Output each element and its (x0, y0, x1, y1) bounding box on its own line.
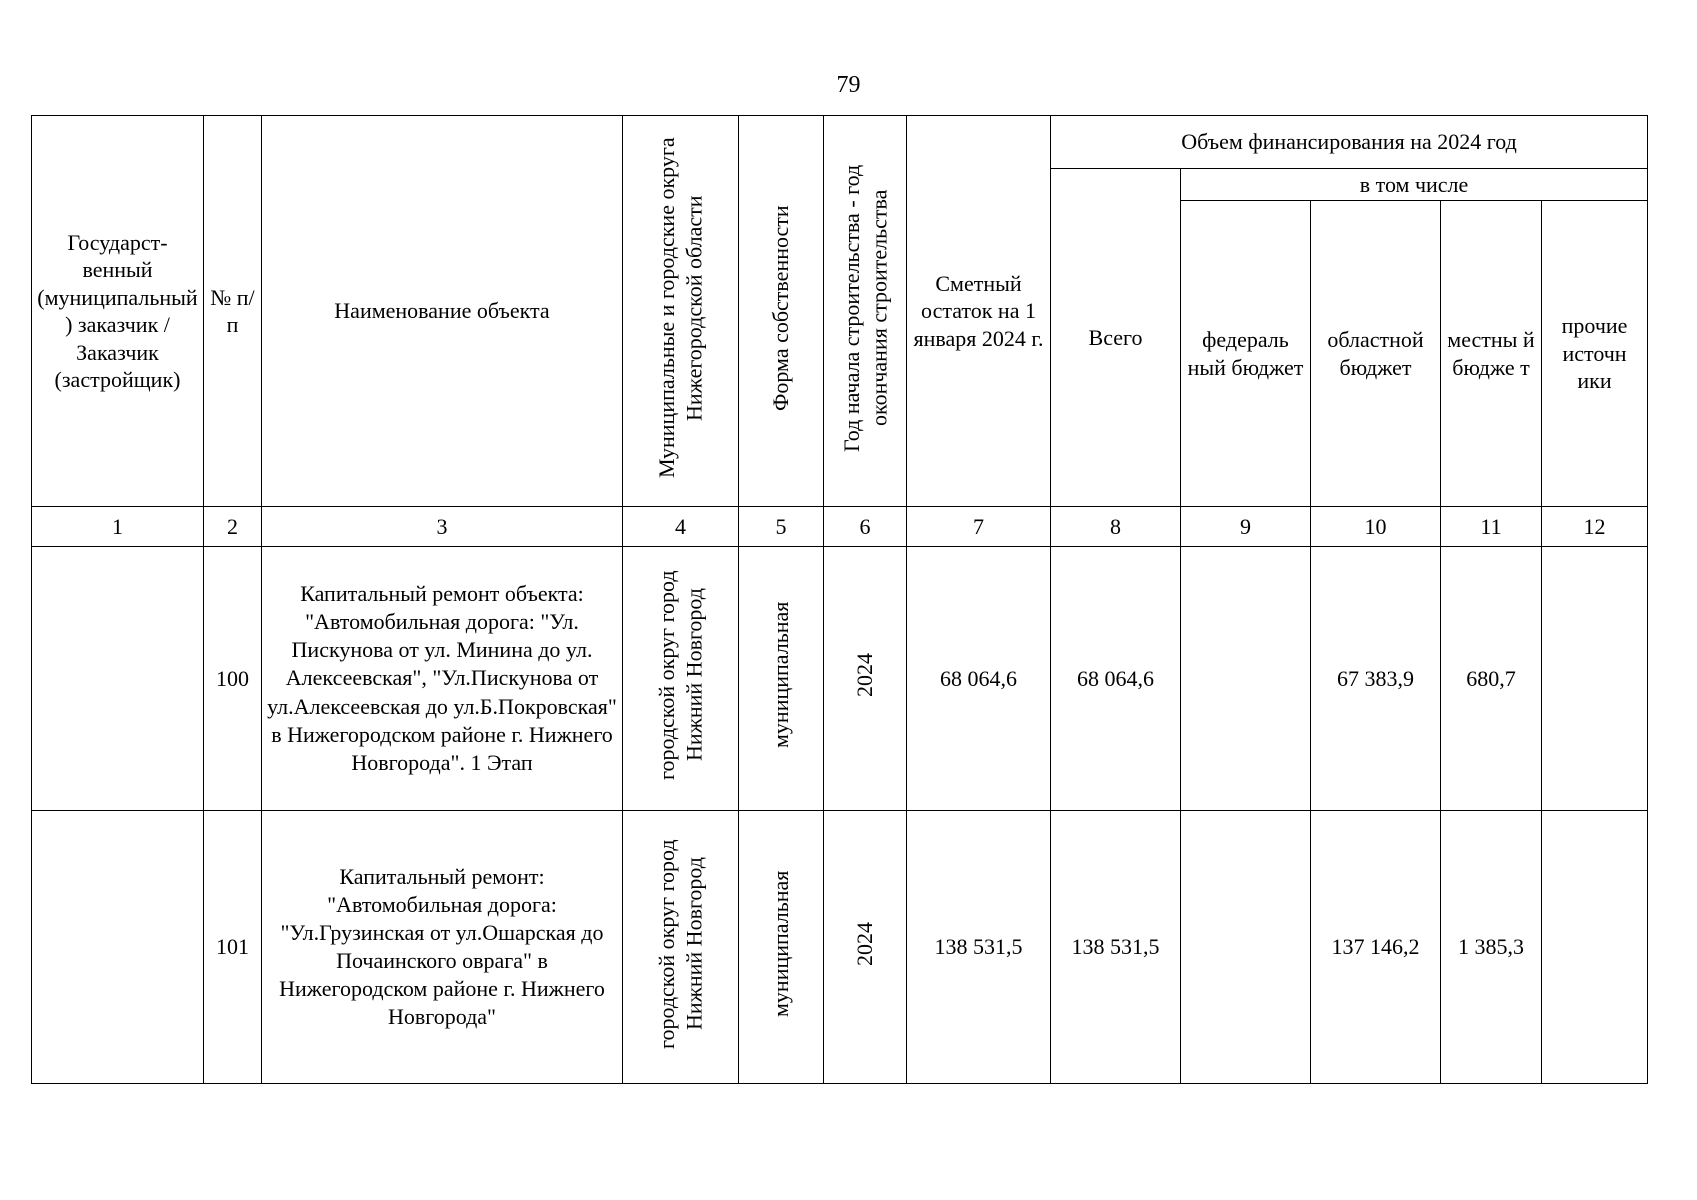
header-including-group: в том числе (1181, 169, 1648, 201)
cell-years: 2024 (824, 547, 907, 811)
cell-customer (32, 547, 204, 811)
table-row (32, 547, 1648, 811)
cell-remainder: 68 064,6 (907, 547, 1051, 811)
column-number: 1 (32, 507, 204, 547)
column-number: 11 (1441, 507, 1542, 547)
header-local: местны й бюдже т (1441, 201, 1542, 507)
cell-customer (32, 811, 204, 1084)
column-number: 9 (1181, 507, 1311, 547)
header-customer: Государст-венный (муниципальный) заказчик / Заказчик (застройщик) (32, 116, 204, 507)
cell-ownership: муниципальная (739, 547, 824, 811)
column-number: 6 (824, 507, 907, 547)
header-other: прочие источн ики (1542, 201, 1648, 507)
header-years: Год начала строительства - год окончания строительства (824, 116, 907, 507)
cell-total: 68 064,6 (1051, 547, 1181, 811)
column-number: 3 (262, 507, 623, 547)
cell-years: 2024 (824, 811, 907, 1084)
cell-district: городской округ город Нижний Новгород (623, 811, 739, 1084)
cell-local: 1 385,3 (1441, 811, 1542, 1084)
column-number: 7 (907, 507, 1051, 547)
column-number: 5 (739, 507, 824, 547)
table-row (32, 811, 1648, 1084)
cell-federal (1181, 547, 1311, 811)
header-row-1 (32, 116, 1648, 169)
column-number: 10 (1311, 507, 1441, 547)
cell-number: 100 (204, 547, 262, 811)
cell-other (1542, 811, 1648, 1084)
cell-object-name: Капитальный ремонт: "Автомобильная дорога: "Ул.Грузинская от ул.Ошарская до Почаинского оврага" в Нижегородском районе г. Нижнего Новгорода" (262, 811, 623, 1084)
header-federal: федераль ный бюджет (1181, 201, 1311, 507)
cell-regional: 137 146,2 (1311, 811, 1441, 1084)
header-financing-group: Объем финансирования на 2024 год (1051, 116, 1648, 169)
cell-regional: 67 383,9 (1311, 547, 1441, 811)
header-object-name: Наименование объекта (262, 116, 623, 507)
financing-table (31, 115, 1648, 1084)
header-ownership: Форма собственности (739, 116, 824, 507)
cell-object-name: Капитальный ремонт объекта: "Автомобильная дорога: "Ул. Пискунова от ул. Минина до ул. Алексеевская", "Ул.Пискунова от ул.Алексеевская до ул.Б.Покровская" в Нижегородском районе г. Нижнего Новгорода". 1 Этап (262, 547, 623, 811)
cell-total: 138 531,5 (1051, 811, 1181, 1084)
column-number: 4 (623, 507, 739, 547)
header-remainder: Сметный остаток на 1 января 2024 г. (907, 116, 1051, 507)
header-number: № п/п (204, 116, 262, 507)
cell-local: 680,7 (1441, 547, 1542, 811)
column-number: 12 (1542, 507, 1648, 547)
cell-ownership: муниципальная (739, 811, 824, 1084)
cell-district: городской округ город Нижний Новгород (623, 547, 739, 811)
header-district: Муниципальные и городские округа Нижегородской области (623, 116, 739, 507)
cell-other (1542, 547, 1648, 811)
column-number: 8 (1051, 507, 1181, 547)
column-number: 2 (204, 507, 262, 547)
column-number-row (32, 507, 1648, 547)
header-total: Всего (1051, 169, 1181, 507)
cell-remainder: 138 531,5 (907, 811, 1051, 1084)
cell-federal (1181, 811, 1311, 1084)
page-number: 79 (836, 72, 861, 98)
header-regional: областной бюджет (1311, 201, 1441, 507)
cell-number: 101 (204, 811, 262, 1084)
